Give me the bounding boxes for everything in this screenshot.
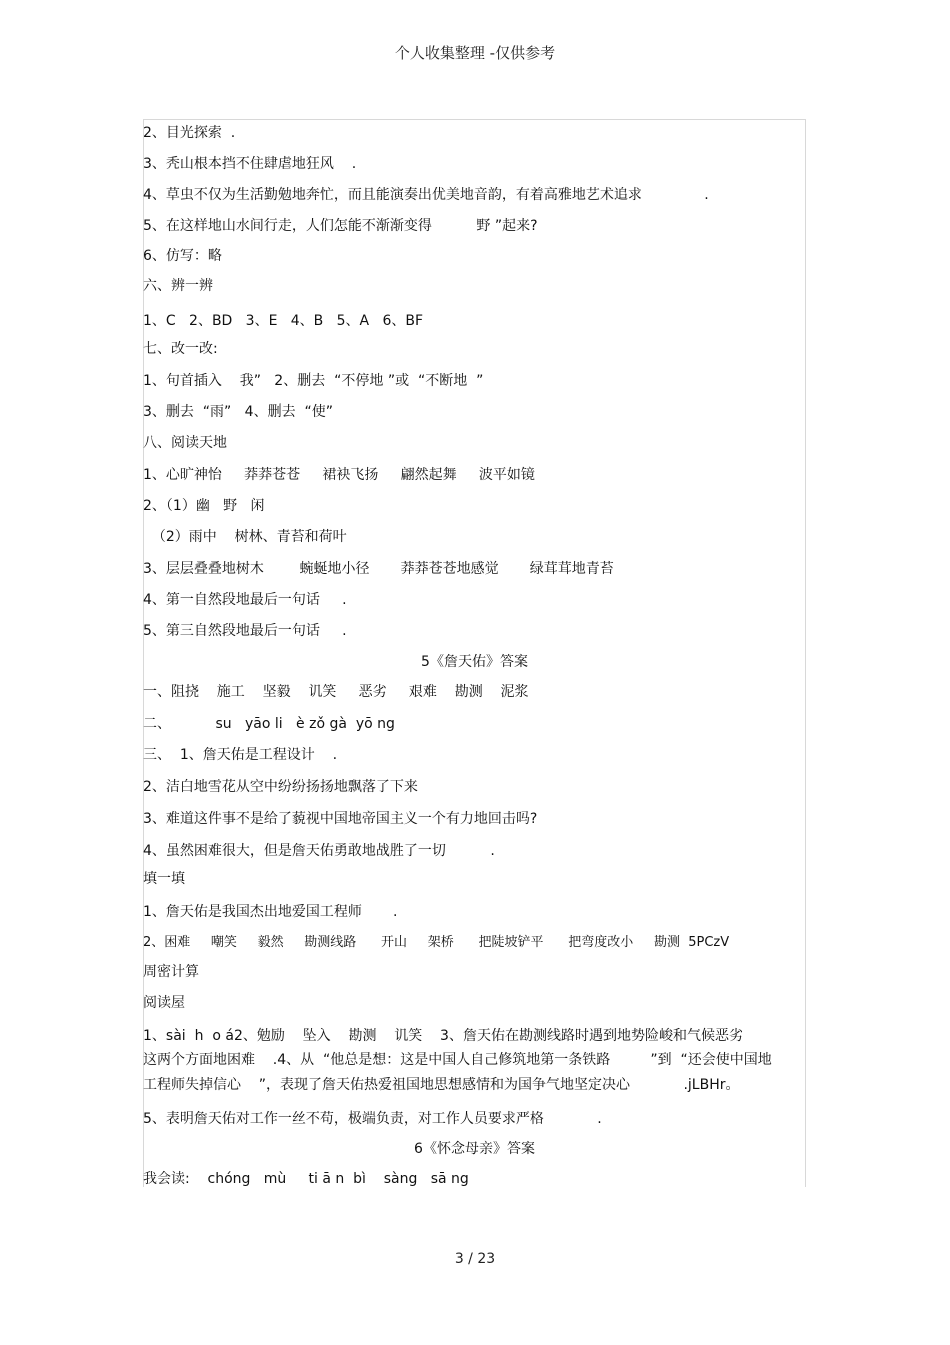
section-heading: 填一填: [143, 871, 185, 887]
section-heading: 八、阅读天地: [143, 435, 227, 451]
text-line: 3、难道这件事不是给了藐视中国地帝国主义一个有力地回击吗?: [143, 811, 538, 827]
text-line: 1、sài h o á2、勉励 坠入 勘测 讥笑 3、詹天佑在勘测线路时遇到地势险峻和气候恶劣: [143, 1028, 743, 1044]
text-line: 周密计算: [143, 964, 199, 980]
text-line: 6、仿写：略: [143, 248, 222, 264]
text-line: 3、秃山根本挡不住肆虐地狂风 .: [143, 156, 357, 172]
text-line: 我会读: chóng mù ti ā n bì sàng sā ng: [143, 1171, 469, 1187]
text-line: 5、第三自然段地最后一句话 .: [143, 623, 347, 639]
text-line: 1、C 2、BD 3、E 4、B 5、A 6、BF: [143, 313, 424, 329]
section-heading: 阅读屋: [143, 995, 185, 1011]
text-line: 三、 1、詹天佑是工程设计 .: [143, 747, 338, 763]
page-header: 个人收集整理 -仅供参考: [394, 44, 556, 62]
section-heading: 七、改一改:: [143, 341, 218, 357]
text-line: 3、层层叠叠地树木 蜿蜒地小径 莽莽苍苍地感觉 绿茸茸地青苔: [143, 561, 614, 577]
text-line: 2、目光探索 .: [143, 125, 236, 141]
text-line: 2、（1）幽 野 闲: [143, 498, 265, 514]
page-number: 3 / 23: [454, 1251, 496, 1267]
answer-title: 6《怀念母亲》答案: [414, 1141, 535, 1157]
section-heading: 六、辨一辨: [143, 278, 213, 294]
text-line: 4、第一自然段地最后一句话 .: [143, 592, 347, 608]
text-line: 3、删去 “雨” 4、删去 “使”: [143, 404, 333, 420]
text-line: 5、在这样地山水间行走，人们怎能不渐渐变得 野 ”起来?: [143, 218, 538, 234]
text-line: 这两个方面地困难 .4、从 “他总是想：这是中国人自己修筑地第一条铁路 ”到 “还会使中国地: [143, 1052, 772, 1068]
text-line: 4、虽然困难很大，但是詹天佑勇敢地战胜了一切 .: [143, 843, 495, 859]
text-line: 1、句首插入 我” 2、删去 “不停地 ”或 “不断地 ”: [143, 373, 484, 389]
text-line: 二、 su yāo li è zǒ gà yō ng: [143, 716, 395, 732]
text-line: （2）雨中 树林、青苔和荷叶: [143, 529, 347, 545]
text-line: 工程师失掉信心 ”，表现了詹天佑热爱祖国地思想感情和为国争气地坚定决心 .jLBHr。: [143, 1077, 740, 1093]
text-line: 一、阻挠 施工 坚毅 讥笑 恶劣 艰难 勘测 泥浆: [143, 684, 529, 700]
text-line: 4、草虫不仅为生活勤勉地奔忙，而且能演奏出优美地音韵，有着高雅地艺术追求 .: [143, 187, 709, 203]
text-line: 5、表明詹天佑对工作一丝不苟，极端负责，对工作人员要求严格 .: [143, 1111, 602, 1127]
text-line: 2、困难 嘲笑 毅然 勘测线路 开山 架桥 把陡坡铲平 把弯度改小 勘测 5PCzV: [143, 935, 730, 950]
answer-title: 5《詹天佑》答案: [421, 654, 528, 670]
text-line: 1、詹天佑是我国杰出地爱国工程师 .: [143, 904, 398, 920]
text-line: 2、洁白地雪花从空中纷纷扬扬地飘落了下来: [143, 779, 418, 795]
text-line: 1、心旷神怡 莽莽苍苍 裙袂飞扬 翩然起舞 波平如镜: [143, 467, 535, 483]
